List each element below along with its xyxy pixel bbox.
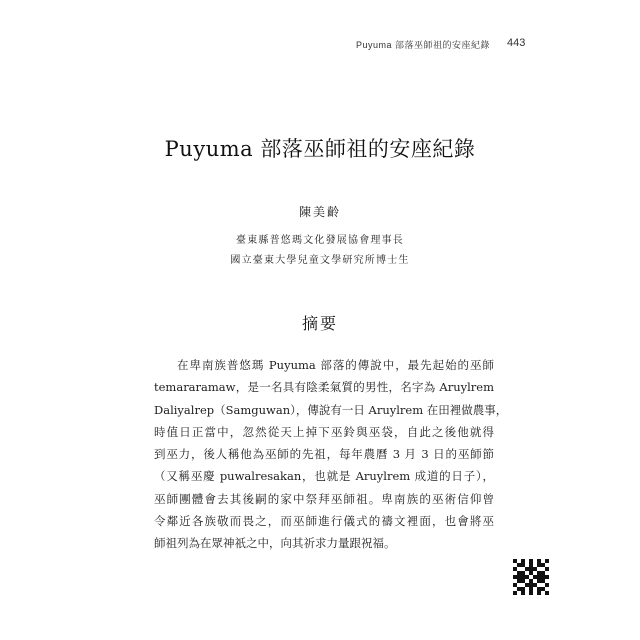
abstract-line: 令鄰近各族敬而畏之，而巫師進行儀式的禱文裡面，也會將巫	[154, 514, 494, 529]
abstract-line: 時值日正當中，忽然從天上掉下巫鈴與巫袋，自此之後他就得	[154, 424, 494, 439]
article-title: Puyuma 部落巫師祖的安座紀錄	[164, 137, 476, 161]
abstract-line: Daliyalrep（Samguwan），傳說有一日 Aruylrem 在田裡做農事，	[154, 402, 508, 417]
author-affiliation-2: 國立臺東大學兒童文學研究所博士生	[230, 255, 410, 266]
author-name: 陳美齡	[298, 205, 341, 219]
author-affiliation-1: 臺東縣普悠瑪文化發展協會理事長	[236, 235, 404, 246]
decorative-pattern-icon	[513, 559, 549, 595]
abstract-line: 到巫力，後人稱他為巫師的先祖，每年農曆 3 月 3 日的巫師節	[154, 447, 494, 462]
abstract-line: temararamaw，是一名具有陰柔氣質的男性，名字為 Aruylrem	[154, 380, 494, 395]
running-header: Puyuma 部落巫師祖的安座紀錄	[355, 40, 490, 50]
abstract-line: （又稱巫慶 puwalresakan，也就是 Aruylrem 成道的日子），	[154, 469, 494, 484]
abstract-heading: 摘要	[301, 314, 338, 333]
abstract-body	[154, 354, 508, 555]
page-number: 443	[507, 37, 526, 49]
abstract-line: 巫師團體會去其後嗣的家中祭拜巫師祖。卑南族的巫術信仰曾	[154, 491, 494, 506]
abstract-line: 在卑南族普悠瑪 Puyuma 部落的傳說中，最先起始的巫師	[177, 358, 494, 372]
abstract-line: 師祖列為在眾神祇之中，向其祈求力量跟祝福。	[154, 536, 396, 551]
